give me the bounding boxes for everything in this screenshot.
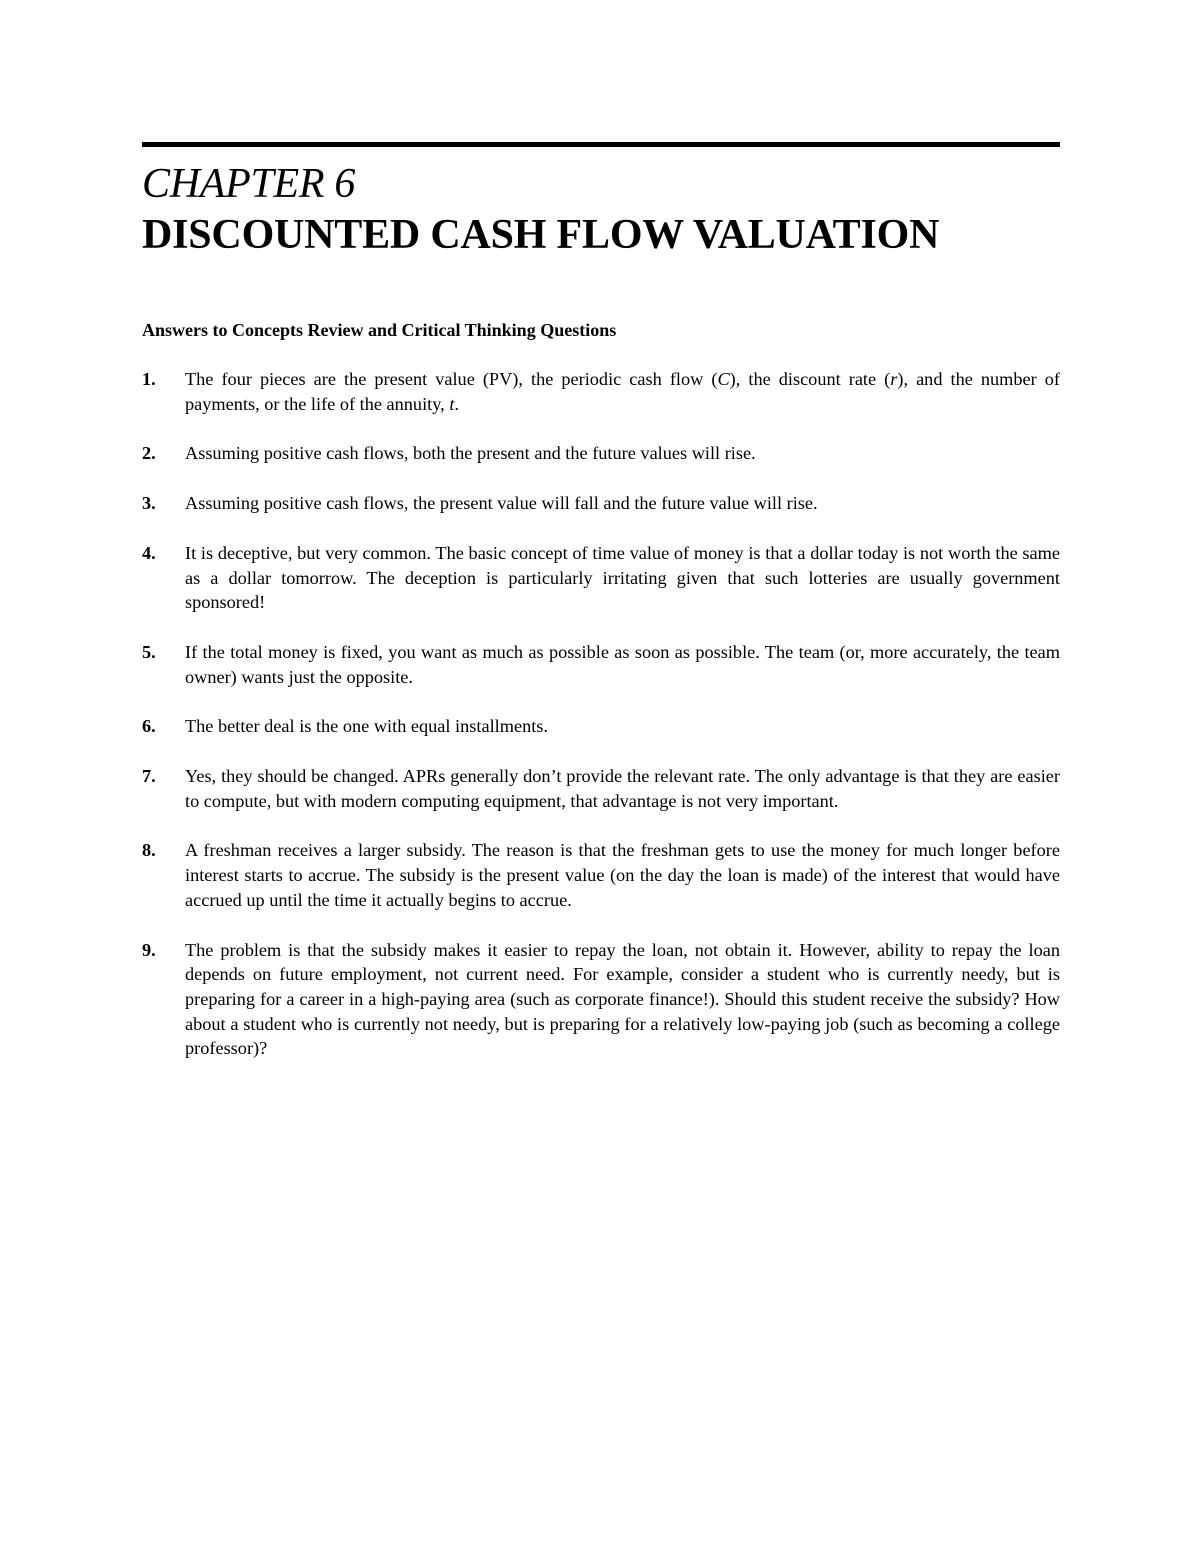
answer-item-8	[142, 838, 1060, 912]
answer-item-3	[142, 491, 1060, 516]
answer-number: 5.	[142, 641, 156, 662]
chapter-number: CHAPTER 6	[142, 161, 356, 207]
answer-item-9	[142, 938, 1060, 1062]
answer-text: Assuming positive cash flows, both the present and the future values will rise.	[185, 443, 756, 464]
answer-item-1	[142, 367, 1060, 416]
answers-list	[142, 367, 1060, 1061]
answer-text: Assuming positive cash flows, the present value will fall and the future value will rise.	[185, 493, 818, 514]
answer-item-7	[142, 764, 1060, 813]
document-page	[142, 142, 1060, 1086]
answer-text: The better deal is the one with equal installments.	[185, 716, 548, 737]
answer-text: The problem is that the subsidy makes it easier to repay the loan, not obtain it. However, ability to repay the loan depends on future employment, not current need. For example, consider a student who is currently needy, but is preparing for a career in a high-paying area (such as corporate finance!). Should this student receive the subsidy? How about a student who is currently not needy, but is preparing for a relatively low-paying job (such as becoming a college professor)?	[185, 939, 1060, 1059]
top-rule	[142, 142, 1060, 147]
answer-item-2	[142, 441, 1060, 466]
answer-number: 7.	[142, 766, 156, 787]
answer-item-5	[142, 640, 1060, 689]
answer-item-4	[142, 541, 1060, 615]
answer-text: It is deceptive, but very common. The basic concept of time value of money is that a dollar today is not worth the same as a dollar tomorrow. The deception is particularly irritating given that such lotteries are usually government sponsored!	[185, 542, 1060, 613]
answer-number: 8.	[142, 840, 156, 861]
answer-text: Yes, they should be changed. APRs generally don’t provide the relevant rate. The only advantage is that they are easier to compute, but with modern computing equipment, that advantage is not very important.	[185, 766, 1060, 811]
answer-number: 3.	[142, 493, 156, 514]
answer-number: 6.	[142, 716, 156, 737]
chapter-title: DISCOUNTED CASH FLOW VALUATION	[142, 212, 940, 258]
answer-number: 9.	[142, 939, 156, 960]
answer-text: If the total money is fixed, you want as much as possible as soon as possible. The team (or, more accurately, the team owner) wants just the opposite.	[185, 641, 1060, 687]
answer-number: 2.	[142, 443, 156, 464]
answer-number: 1.	[142, 369, 156, 389]
answer-text: The four pieces are the present value (PV), the periodic cash flow (C), the discount rate (r), and the number of payments, or the life of the annuity, t.	[185, 369, 1060, 414]
answer-text: A freshman receives a larger subsidy. The reason is that the freshman gets to use the money for much longer before interest starts to accrue. The subsidy is the present value (on the day the loan is made) of the interest that would have accrued up until the time it actually begins to accrue.	[185, 840, 1060, 910]
section-heading: Answers to Concepts Review and Critical Thinking Questions	[142, 320, 617, 340]
answer-item-6	[142, 714, 1060, 739]
answer-number: 4.	[142, 542, 156, 563]
